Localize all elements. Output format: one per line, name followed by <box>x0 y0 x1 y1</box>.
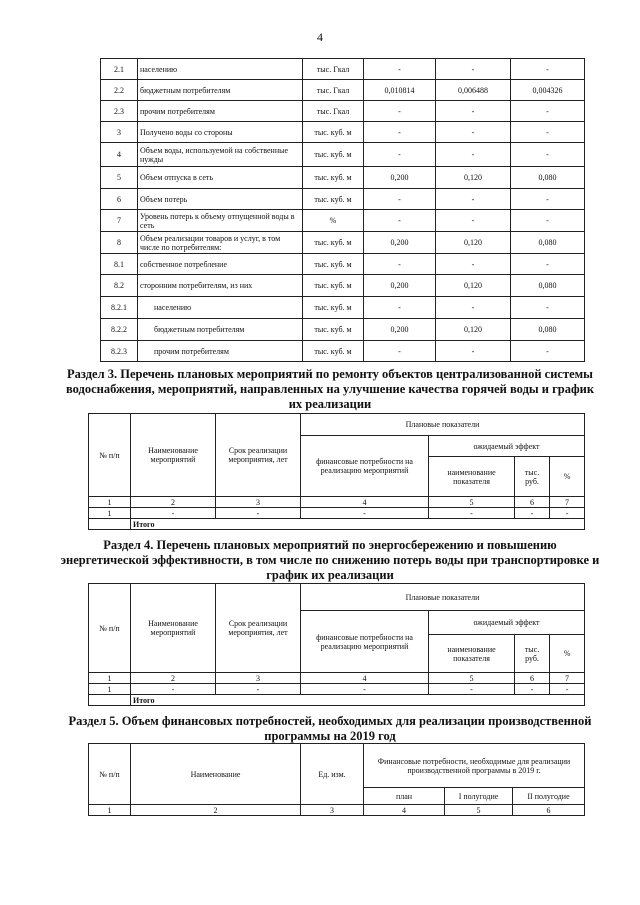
row-number: 6 <box>101 189 138 210</box>
data-cell: - <box>301 684 429 695</box>
row-unit: тыс. куб. м <box>303 189 364 210</box>
row-value-half-1: 0,120 <box>436 167 511 189</box>
row-number: 4 <box>101 143 138 167</box>
data-cell: - <box>131 508 216 519</box>
row-number: 3 <box>101 122 138 143</box>
header-num: № п/п <box>89 744 131 805</box>
row-value-total: - <box>364 59 436 80</box>
column-number: 1 <box>89 673 131 684</box>
data-cell: - <box>216 508 301 519</box>
header-half-1: I полугодие <box>445 788 513 805</box>
row-number: 8.2 <box>101 275 138 297</box>
row-value-half-1: - <box>436 122 511 143</box>
row-unit: тыс. куб. м <box>303 167 364 189</box>
header-indicator: наименование показателя <box>429 635 515 673</box>
header-term: Срок реализации мероприятия, лет <box>216 584 301 673</box>
row-value-half-1: - <box>436 101 511 122</box>
row-value-total: - <box>364 122 436 143</box>
row-name: Объем реализации товаров и услуг, в том числе по потребителям: <box>138 232 303 254</box>
row-name: Получено воды со стороны <box>138 122 303 143</box>
header-fin: Финансовые потребности, необходимые для реализации производственной программы в 2019 г. <box>364 744 585 788</box>
header-name: Наименование <box>131 744 301 805</box>
section-5-title: Раздел 5. Объем финансовых потребностей, необходимых для реализации производственной программы на 2019 год <box>68 714 592 743</box>
row-value-half-2: 0,080 <box>511 319 585 341</box>
row-unit: тыс. куб. м <box>303 341 364 362</box>
row-unit: тыс. куб. м <box>303 143 364 167</box>
row-number: 8 <box>101 232 138 254</box>
column-number: 2 <box>131 497 216 508</box>
row-unit: тыс. куб. м <box>303 297 364 319</box>
row-number: 8.2.3 <box>101 341 138 362</box>
table-row <box>101 210 585 232</box>
row-number: 2.2 <box>101 80 138 101</box>
row-value-total: - <box>364 189 436 210</box>
data-cell: - <box>131 684 216 695</box>
table-row <box>101 254 585 275</box>
row-value-half-1: 0,120 <box>436 319 511 341</box>
column-number: 6 <box>515 497 550 508</box>
header-thousand: тыс. руб. <box>515 457 550 497</box>
row-name: прочим потребителям <box>138 101 303 122</box>
header-planned: Плановые показатели <box>301 584 585 611</box>
row-value-total: 0,200 <box>364 319 436 341</box>
header-planned: Плановые показатели <box>301 414 585 436</box>
page-number: 4 <box>317 30 323 44</box>
row-unit: тыс. Гкал <box>303 59 364 80</box>
row-value-half-2: - <box>511 341 585 362</box>
section-5-table <box>88 743 585 816</box>
row-number: 2.3 <box>101 101 138 122</box>
row-unit: тыс. Гкал <box>303 101 364 122</box>
table-row <box>101 275 585 297</box>
row-value-half-1: - <box>436 254 511 275</box>
data-cell: - <box>515 684 550 695</box>
row-value-half-2: 0,080 <box>511 275 585 297</box>
row-value-total: - <box>364 297 436 319</box>
data-cell: - <box>429 508 515 519</box>
row-name: Объем отпуска в сеть <box>138 167 303 189</box>
column-number: 7 <box>550 673 585 684</box>
row-value-half-2: 0,080 <box>511 167 585 189</box>
row-number: 8.2.2 <box>101 319 138 341</box>
total-num-cell <box>89 695 131 706</box>
column-number: 2 <box>131 673 216 684</box>
row-name: населению <box>138 297 303 319</box>
header-num: № п/п <box>89 584 131 673</box>
column-number: 3 <box>216 497 301 508</box>
table-row <box>101 143 585 167</box>
row-name: собственное потребление <box>138 254 303 275</box>
column-number: 5 <box>445 805 513 816</box>
data-cell: - <box>301 508 429 519</box>
row-value-total: - <box>364 143 436 167</box>
total-label: Итого <box>131 519 585 530</box>
row-value-half-1: 0,006488 <box>436 80 511 101</box>
table-row <box>101 341 585 362</box>
table-row <box>101 122 585 143</box>
row-value-half-2: - <box>511 297 585 319</box>
total-label: Итого <box>131 695 585 706</box>
data-cell: - <box>550 684 585 695</box>
column-number: 4 <box>301 673 429 684</box>
column-number: 6 <box>513 805 585 816</box>
column-number: 5 <box>429 497 515 508</box>
row-value-half-2: - <box>511 143 585 167</box>
row-value-half-2: 0,080 <box>511 232 585 254</box>
column-number: 1 <box>89 805 131 816</box>
row-name: населению <box>138 59 303 80</box>
column-number: 6 <box>515 673 550 684</box>
header-name: Наименование мероприятий <box>131 584 216 673</box>
row-unit: тыс. куб. м <box>303 254 364 275</box>
header-effect: ожидаемый эффект <box>429 611 585 635</box>
row-name: бюджетным потребителям <box>138 319 303 341</box>
row-number: 8.2.1 <box>101 297 138 319</box>
column-number: 4 <box>301 497 429 508</box>
row-value-half-2: - <box>511 210 585 232</box>
row-unit: % <box>303 210 364 232</box>
table-row <box>101 101 585 122</box>
row-value-half-1: - <box>436 143 511 167</box>
header-unit: Ед. изм. <box>301 744 364 805</box>
data-cell: 1 <box>89 684 131 695</box>
row-number: 8.1 <box>101 254 138 275</box>
row-unit: тыс. куб. м <box>303 232 364 254</box>
row-value-half-1: - <box>436 59 511 80</box>
section-3-title: Раздел 3. Перечень плановых мероприятий по ремонту объектов централизованной системы водоснабжения, мероприятий, направленных на улучшение качества горячей воды и график их реализации <box>65 367 595 411</box>
column-number: 1 <box>89 497 131 508</box>
row-value-half-2: - <box>511 122 585 143</box>
header-name: Наименование мероприятий <box>131 414 216 497</box>
header-plan: план <box>364 788 445 805</box>
row-value-total: - <box>364 341 436 362</box>
row-unit: тыс. Гкал <box>303 80 364 101</box>
row-value-half-2: - <box>511 254 585 275</box>
row-value-total: 0,010814 <box>364 80 436 101</box>
data-cell: - <box>550 508 585 519</box>
row-value-half-1: - <box>436 341 511 362</box>
row-name: Объем воды, используемой на собственные нужды <box>138 143 303 167</box>
header-thousand: тыс. руб. <box>515 635 550 673</box>
row-number: 2.1 <box>101 59 138 80</box>
column-number: 7 <box>550 497 585 508</box>
row-value-total: - <box>364 101 436 122</box>
row-value-half-2: - <box>511 101 585 122</box>
section-3-table <box>88 413 585 530</box>
row-name: Объем потерь <box>138 189 303 210</box>
data-cell: - <box>515 508 550 519</box>
header-fin: финансовые потребности на реализацию мероприятий <box>301 611 429 673</box>
row-value-half-1: 0,120 <box>436 275 511 297</box>
column-number: 3 <box>216 673 301 684</box>
row-value-half-1: - <box>436 189 511 210</box>
row-name: сторонним потребителям, из них <box>138 275 303 297</box>
table-row <box>101 232 585 254</box>
table-row <box>101 297 585 319</box>
row-value-total: - <box>364 254 436 275</box>
row-name: бюджетным потребителям <box>138 80 303 101</box>
indicators-table <box>100 58 585 362</box>
table-row <box>101 319 585 341</box>
row-name: Уровень потерь к объему отпущенной воды в сеть <box>138 210 303 232</box>
header-percent: % <box>550 635 585 673</box>
table-row <box>101 80 585 101</box>
row-value-total: 0,200 <box>364 275 436 297</box>
data-cell: 1 <box>89 508 131 519</box>
row-value-half-2: - <box>511 59 585 80</box>
header-num: № п/п <box>89 414 131 497</box>
table-row <box>101 189 585 210</box>
row-value-total: - <box>364 210 436 232</box>
row-value-total: 0,200 <box>364 232 436 254</box>
section-4-title: Раздел 4. Перечень плановых мероприятий по энергосбережению и повышению энергетической эффективности, в том числе по снижению потерь воды при транспортировке и график их реализации <box>60 538 600 582</box>
header-half-2: II полугодие <box>513 788 585 805</box>
row-value-half-1: 0,120 <box>436 232 511 254</box>
header-fin: финансовые потребности на реализацию мероприятий <box>301 436 429 497</box>
row-value-half-2: 0,004326 <box>511 80 585 101</box>
header-term: Срок реализации мероприятия, лет <box>216 414 301 497</box>
column-number: 3 <box>301 805 364 816</box>
row-value-half-1: - <box>436 297 511 319</box>
data-cell: - <box>216 684 301 695</box>
header-effect: ожидаемый эффект <box>429 436 585 457</box>
header-indicator: наименование показателя <box>429 457 515 497</box>
data-cell: - <box>429 684 515 695</box>
row-unit: тыс. куб. м <box>303 319 364 341</box>
row-name: прочим потребителям <box>138 341 303 362</box>
row-value-total: 0,200 <box>364 167 436 189</box>
table-row <box>101 167 585 189</box>
column-number: 5 <box>429 673 515 684</box>
column-number: 2 <box>131 805 301 816</box>
table-row <box>101 59 585 80</box>
row-number: 7 <box>101 210 138 232</box>
row-unit: тыс. куб. м <box>303 275 364 297</box>
row-value-half-1: - <box>436 210 511 232</box>
row-value-half-2: - <box>511 189 585 210</box>
total-num-cell <box>89 519 131 530</box>
row-unit: тыс. куб. м <box>303 122 364 143</box>
column-number: 4 <box>364 805 445 816</box>
section-4-table <box>88 583 585 706</box>
row-number: 5 <box>101 167 138 189</box>
header-percent: % <box>550 457 585 497</box>
